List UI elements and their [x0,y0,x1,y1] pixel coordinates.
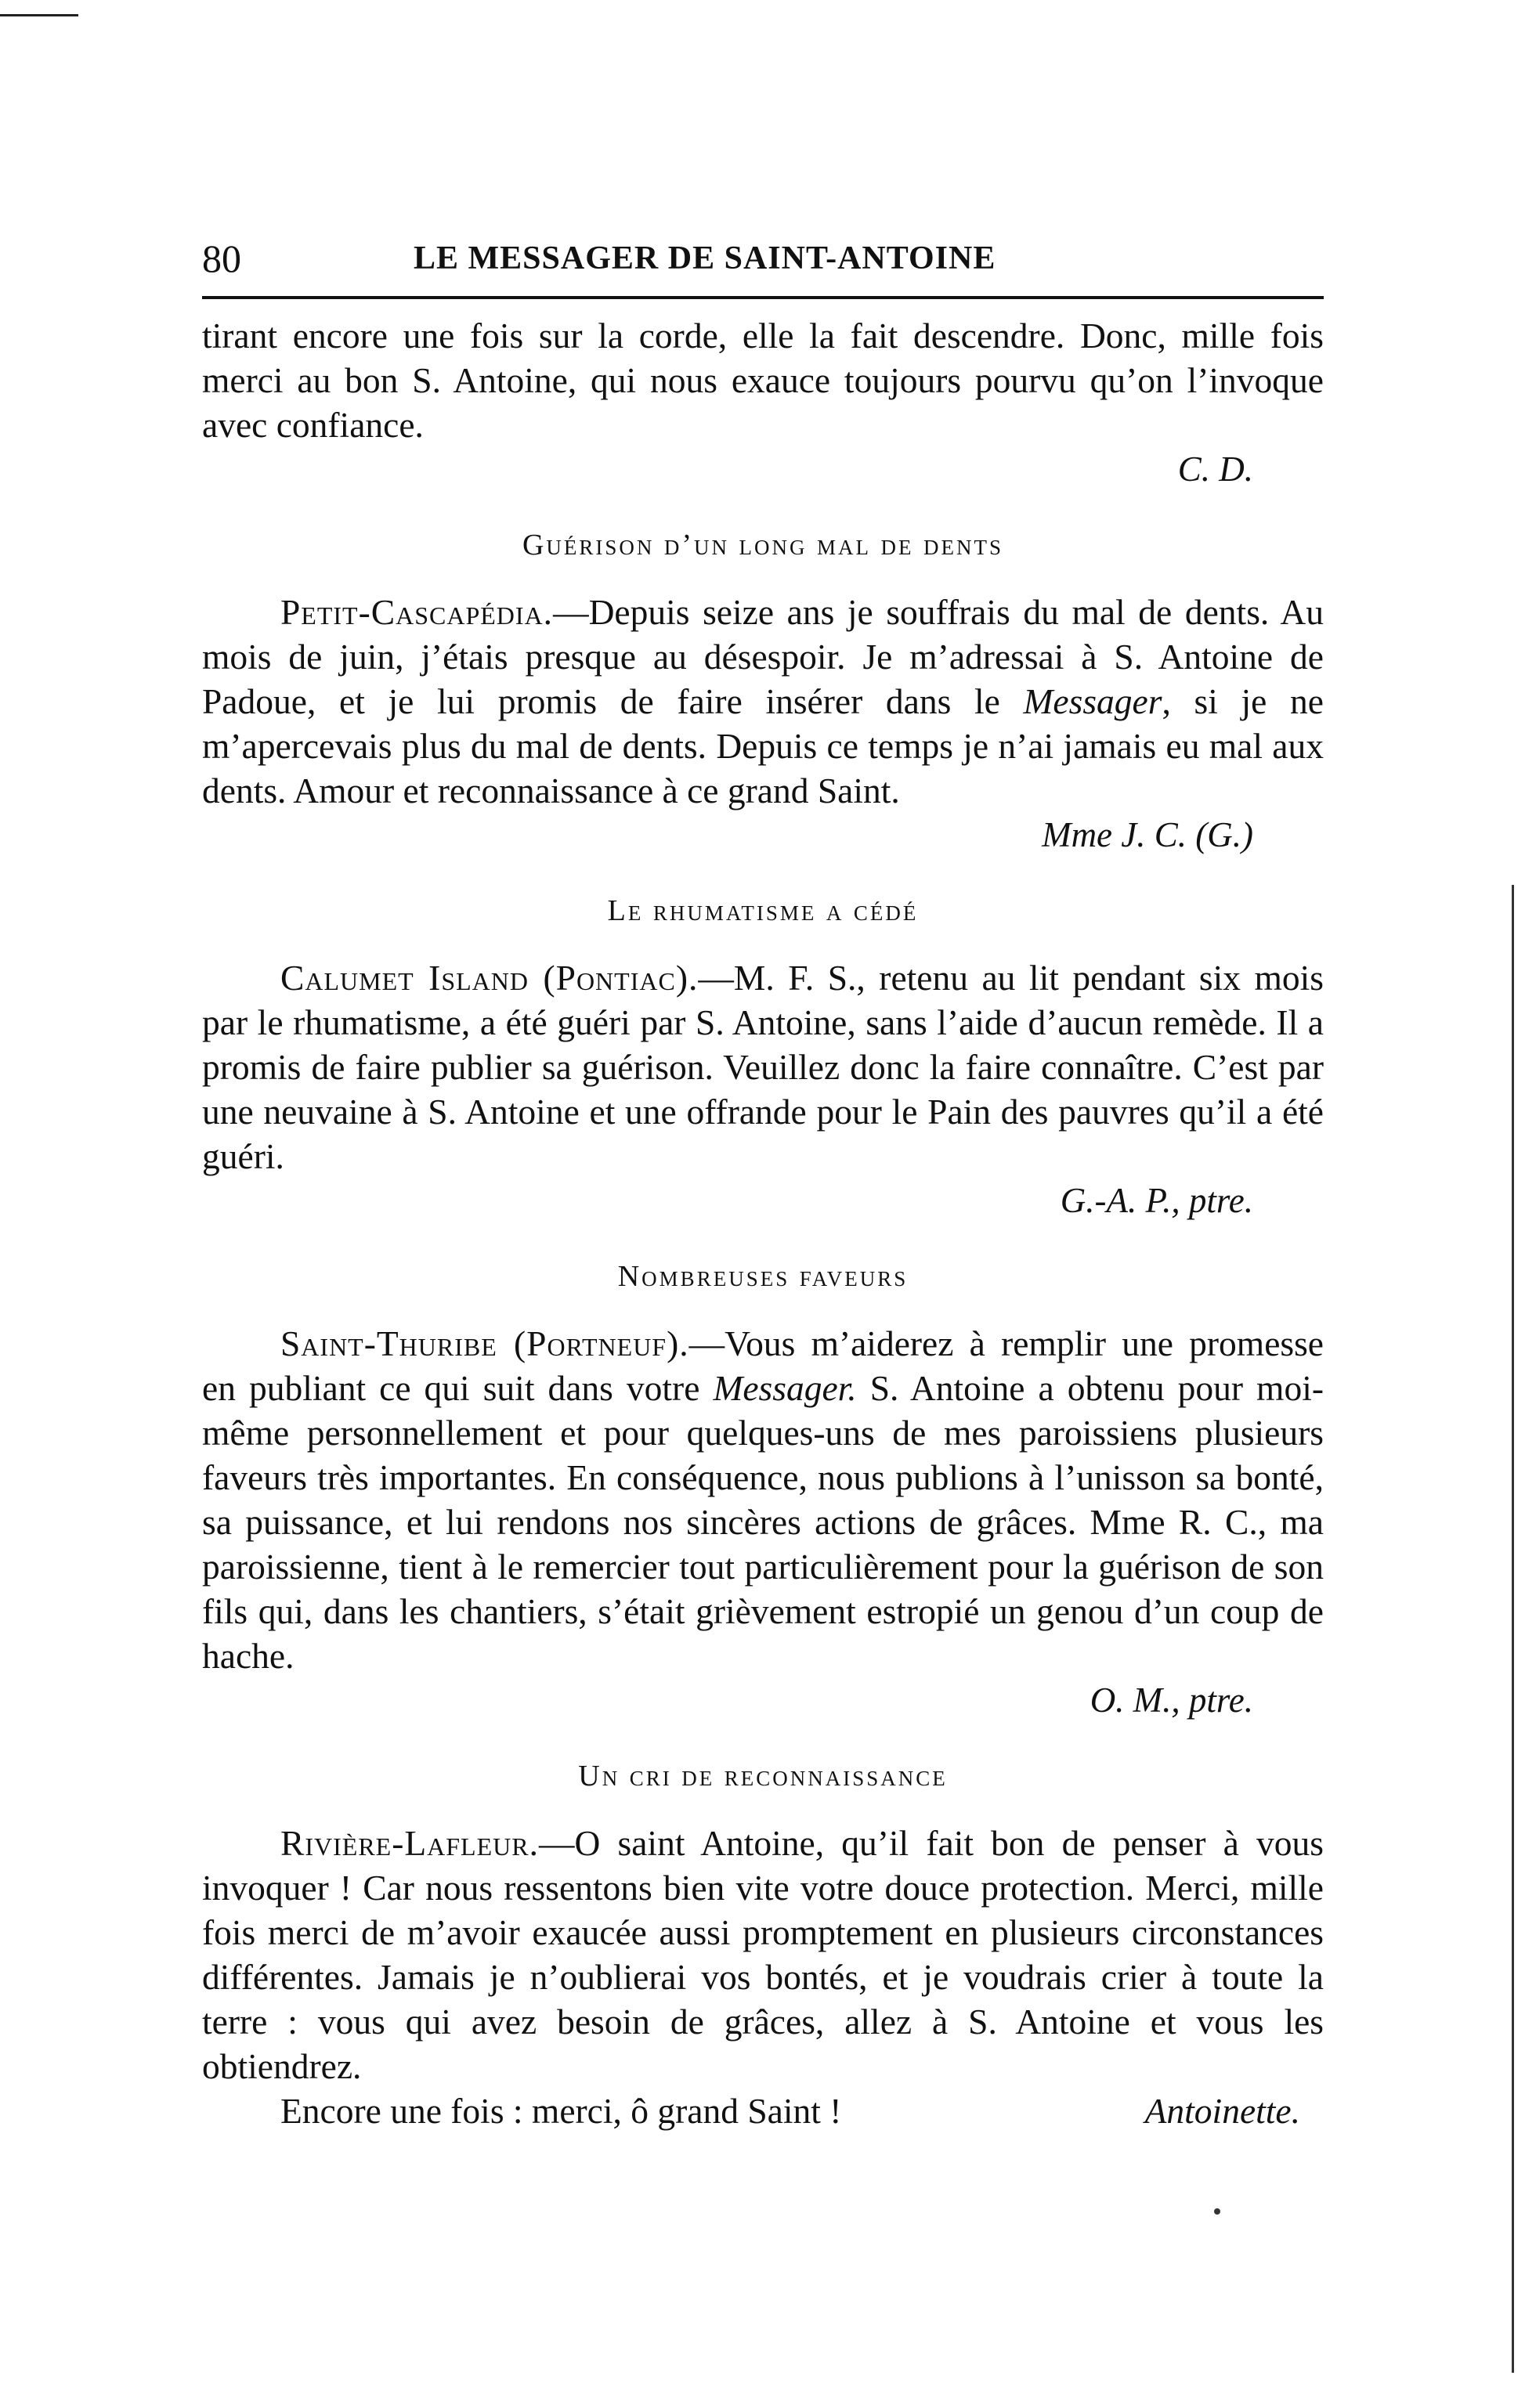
paragraph-text: , si je ne m’apercevais plus du mal de dents. Depuis ce temps je n’ai jamais eu mal aux dents. Amour et reconnaissance à ce grand Saint. [202,681,1324,810]
signature-rhumatisme: G.-A. P., ptre. [1060,1181,1253,1220]
scan-corner-mark [0,14,78,16]
closing-text: Encore une fois : merci, ô grand Saint ! [280,2091,842,2131]
section-title-rhumatisme: Le rhumatisme a cédé [607,894,919,927]
section-paragraph-faveurs [202,1321,1324,1678]
signature-guerison: Mme J. C. (G.) [1042,815,1253,854]
page-content [202,227,1324,2133]
scan-edge-line [1512,885,1514,2373]
signature-reconnaissance: Antoinette. [1144,2091,1300,2131]
section-title-faveurs: Nombreuses faveurs [617,1260,909,1293]
paragraph-text: —M. F. S., retenu au lit pendant six mois par le rhumatisme, a été guéri par S. Antoine, sans l’aide d’aucun remède. Il a promis de faire publier sa guérison. Veuillez donc la faire connaître. C’est par une neuvaine à S. Antoine et une offrande pour le Pain des pauvres qu’il a été guéri. [202,958,1324,1176]
signature-faveurs: O. M., ptre. [1090,1681,1253,1720]
ink-speck [1214,2208,1220,2215]
paragraph-text: —O saint Antoine, qu’il fait bon de penser à vous invoquer ! Car nous ressentons bien vite votre douce protection. Merci, mille fois merci de m’avoir exaucée aussi promptement en plusieurs circonstances différentes. Jamais je n’oublierai vos bontés, et je voudrais crier à toute la terre : vous qui avez besoin de grâces, allez à S. Antoine et vous les obtiendrez. [202,1823,1324,2086]
page-number: 80 [202,236,241,280]
section-paragraph-rhumatisme [202,955,1324,1179]
publication-title: Messager. [713,1368,857,1408]
page-header [202,227,1324,290]
paragraph-text: —Vous m’aiderez à remplir une promesse en publiant ce qui suit dans votre [202,1323,1324,1408]
header-rule [202,296,1324,299]
place-name: Calumet Island (Pontiac). [280,958,699,998]
place-name: Petit-Cascapédia. [280,592,554,632]
section-title-guerison: Guérison d’un long mal de dents [522,529,1004,561]
section-title-reconnaissance: Un cri de reconnaissance [578,1760,948,1792]
place-name: Rivière-Lafleur. [280,1823,539,1863]
paragraph-text: S. Antoine a obtenu pour moi-même personnellement et pour quelques-uns de mes paroissiens plusieurs faveurs très importantes. En conséquence, nous publions à l’unisson sa bonté, sa puissance, et lui rendons nos sincères actions de grâces. Mme R. C., ma paroissienne, tient à le remercier tout particulièrement pour la guérison de son fils qui, dans les chantiers, s’était grièvement estropié un genou d’un coup de hache. [202,1368,1324,1676]
intro-signature: C. D. [1177,449,1253,489]
place-name: Saint-Thuribe (Portneuf). [280,1323,689,1363]
section-paragraph-guerison [202,590,1324,813]
paragraph-text: —Depuis seize ans je souffrais du mal de dents. Au mois de juin, j’étais presque au désespoir. Je m’adressai à S. Antoine de Padoue, et je lui promis de faire insérer dans le [202,592,1324,721]
section-paragraph-reconnaissance [202,1821,1324,2088]
running-title: LE MESSAGER DE SAINT-ANTOINE [414,240,996,276]
publication-title: Messager [1023,681,1162,721]
closing-line [202,2088,1324,2133]
intro-paragraph: tirant encore une fois sur la corde, elle la fait descendre. Donc, mille fois merci au bon S. Antoine, qui nous exauce toujours pourvu qu’on l’invoque avec confiance. [202,316,1324,445]
